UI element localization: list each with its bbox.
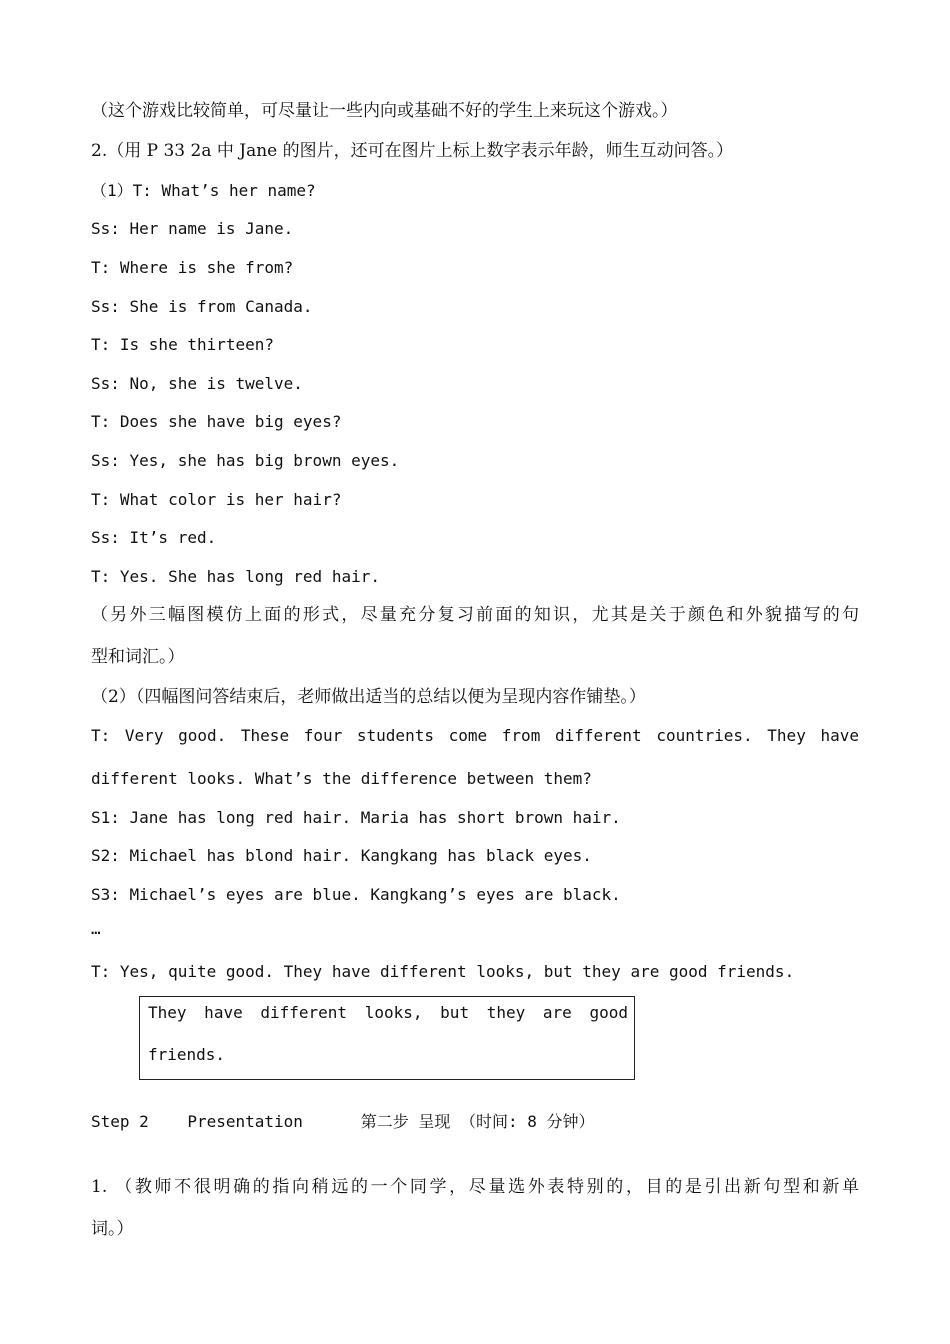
dialogue-line: T: Yes, quite good. They have different looks, but they are good friends. xyxy=(91,962,795,981)
dialogue-line: different looks. What’s the difference between them? xyxy=(91,769,592,788)
dialogue-line: （1）T: What’s her name? xyxy=(91,181,316,200)
dialogue-line: S2: Michael has blond hair. Kangkang has black eyes. xyxy=(91,846,592,865)
dialogue-line: S3: Michael’s eyes are blue. Kangkang’s eyes are black. xyxy=(91,885,621,904)
text-line: （这个游戏比较简单，可尽量让一些内向或基础不好的学生上来玩这个游戏。） xyxy=(91,101,678,121)
dialogue-line: T: Is she thirteen? xyxy=(91,335,275,354)
text-line: （2）（四幅图问答结束后，老师做出适当的总结以便为呈现内容作铺垫。） xyxy=(91,687,646,707)
ellipsis: … xyxy=(91,919,101,938)
summary-box xyxy=(139,996,635,1080)
dialogue-line: S1: Jane has long red hair. Maria has short brown hair. xyxy=(91,808,621,827)
dialogue-line: T: Where is she from? xyxy=(91,258,294,277)
dialogue-line: Ss: Yes, she has big brown eyes. xyxy=(91,451,400,470)
text-line: 2.（用 P 33 2a 中 Jane 的图片，还可在图片上标上数字表示年龄，师生互动问答。） xyxy=(91,141,734,161)
step-heading: Step 2 Presentation 第二步 呈现 （时间: 8 分钟） xyxy=(91,1112,595,1131)
dialogue-line: Ss: Her name is Jane. xyxy=(91,219,294,238)
dialogue-line: Ss: No, she is twelve. xyxy=(91,374,303,393)
dialogue-line: T: Yes. She has long red hair. xyxy=(91,567,380,586)
summary-box-line: They have different looks, but they are good xyxy=(148,1003,628,1022)
summary-box-line: friends. xyxy=(148,1045,226,1064)
dialogue-line: T: Does she have big eyes? xyxy=(91,412,342,431)
dialogue-line: T: Very good. These four students come from different countries. They have xyxy=(91,726,859,745)
dialogue-line: T: What color is her hair? xyxy=(91,490,342,509)
text-line: 型和词汇。） xyxy=(91,647,185,667)
dialogue-line: Ss: She is from Canada. xyxy=(91,297,313,316)
text-line: 1. （教师不很明确的指向稍远的一个同学，尽量选外表特别的，目的是引出新句型和新单 xyxy=(91,1177,859,1197)
dialogue-line: Ss: It’s red. xyxy=(91,528,217,547)
text-line: 词。） xyxy=(91,1219,134,1239)
text-line: （另外三幅图模仿上面的形式，尽量充分复习前面的知识，尤其是关于颜色和外貌描写的句 xyxy=(91,605,859,625)
